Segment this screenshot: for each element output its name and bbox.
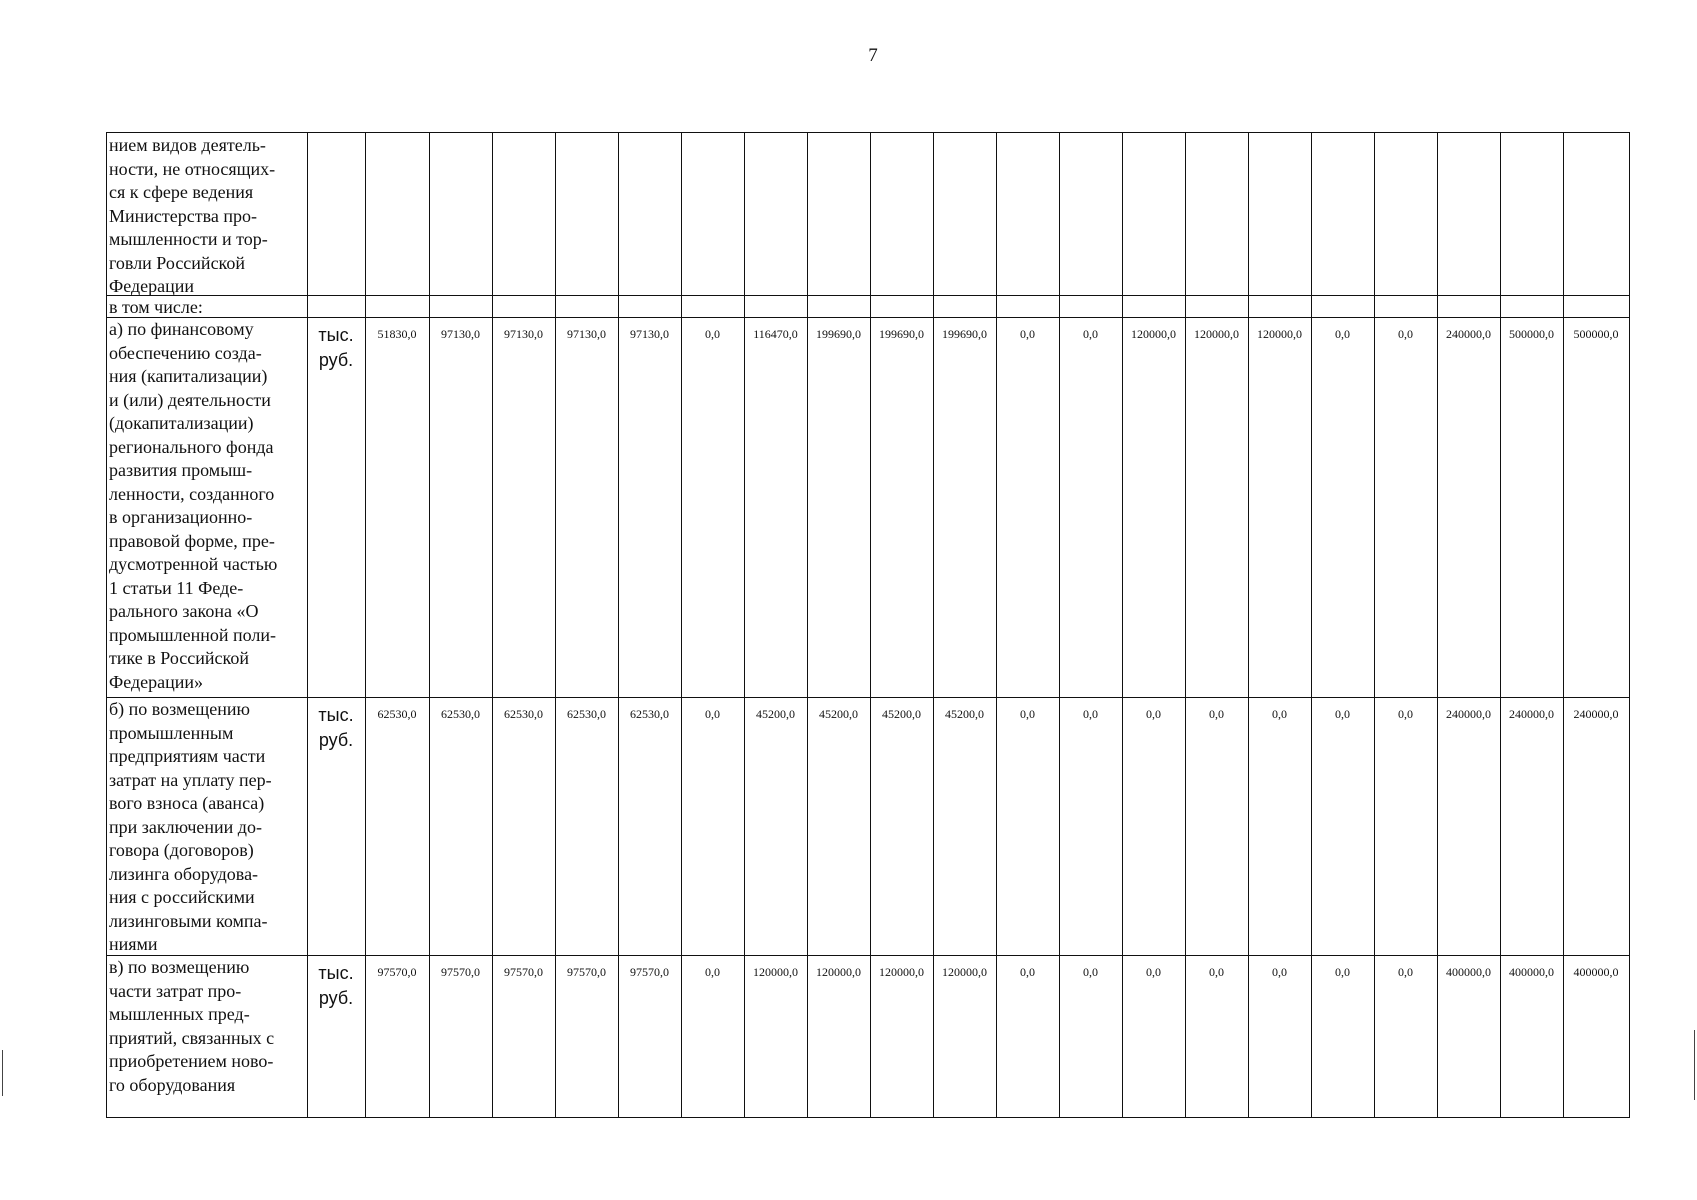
row-label-line: затрат на уплату пер- — [109, 769, 272, 790]
row-label-line: промышленной поли- — [109, 624, 277, 645]
value-cell: 120000,0 — [1131, 327, 1176, 341]
row-label-line: нием видов деятель- — [109, 135, 266, 155]
row-label-line: дусмотренной частью — [109, 554, 278, 574]
row-label-line: обеспечению созда- — [109, 342, 262, 363]
row-label-line: при заключении до- — [109, 816, 262, 837]
row-label — [109, 698, 305, 957]
value-cell: 45200,0 — [945, 707, 984, 721]
value-cell: 120000,0 — [1257, 327, 1302, 341]
row-label — [109, 956, 305, 1097]
unit-cell: тыс. руб. — [318, 705, 354, 750]
row-label-line: го оборудования — [109, 1074, 236, 1095]
row-label-line: Министерства про- — [109, 205, 257, 226]
value-cell: 0,0 — [1020, 707, 1035, 721]
row-label-line: правовой форме, пре- — [109, 530, 275, 551]
value-cell: 120000,0 — [816, 965, 861, 979]
value-cell: 62530,0 — [441, 707, 480, 721]
value-cell: 0,0 — [1398, 965, 1413, 979]
value-cell: 0,0 — [1398, 707, 1413, 721]
value-cell: 0,0 — [1083, 965, 1098, 979]
value-cell: 0,0 — [1272, 707, 1287, 721]
value-cell: 199690,0 — [879, 327, 924, 341]
row-label-line: и (или) деятельности — [109, 389, 271, 410]
row-label — [109, 134, 305, 299]
value-cell: 45200,0 — [819, 707, 858, 721]
row-label-line: лизинга оборудова- — [109, 863, 259, 884]
row-label-line: в организационно- — [109, 507, 253, 527]
row-label-line: развития промыш- — [109, 460, 253, 480]
row-label-line: говли Российской — [109, 252, 246, 273]
value-cell: 0,0 — [1146, 965, 1161, 979]
value-cell: 51830,0 — [377, 327, 417, 341]
value-cell: 120000,0 — [1194, 327, 1239, 341]
row-label-line: регионального фонда — [109, 436, 274, 457]
row-label-line: в том числе: — [109, 297, 203, 317]
value-cell: 0,0 — [1335, 965, 1350, 979]
row-divider — [107, 697, 1629, 698]
budget-table — [106, 132, 1630, 1118]
value-cell: 199690,0 — [942, 327, 987, 341]
value-cell: 240000,0 — [1509, 707, 1554, 721]
value-cell: 0,0 — [1335, 327, 1350, 341]
row-label-line: Федерации — [109, 276, 195, 296]
row-label-line: ния с российскими — [109, 887, 255, 907]
row-label-line: 1 статьи 11 Феде- — [109, 577, 244, 598]
value-cell: 0,0 — [1020, 965, 1035, 979]
value-cell: 97570,0 — [377, 965, 417, 979]
row-label-line: ности, не относящих- — [109, 158, 276, 179]
row-label-line: лизинговыми компа- — [109, 910, 268, 931]
row-label-line: Федерации» — [109, 671, 204, 692]
value-cell: 0,0 — [705, 707, 720, 721]
value-cell: 400000,0 — [1446, 965, 1491, 979]
value-cell: 45200,0 — [756, 707, 795, 721]
row-label-line: приятий, связанных с — [109, 1027, 275, 1048]
unit-cell: тыс. руб. — [318, 963, 354, 1008]
row-label-line: мышленных пред- — [109, 1004, 250, 1024]
value-cell: 97130,0 — [630, 327, 669, 341]
value-cell: 240000,0 — [1446, 707, 1491, 721]
value-cell: 62530,0 — [630, 707, 669, 721]
value-cell: 97570,0 — [567, 965, 606, 979]
value-cell: 0,0 — [1083, 327, 1098, 341]
value-cell: 62530,0 — [377, 707, 417, 721]
value-cell: 0,0 — [1209, 965, 1224, 979]
value-cell: 240000,0 — [1573, 707, 1619, 721]
row-divider — [107, 955, 1629, 956]
row-label-line: в) по возмещению — [109, 957, 250, 977]
value-cell: 120000,0 — [879, 965, 924, 979]
value-cell: 62530,0 — [504, 707, 543, 721]
value-cell: 0,0 — [705, 327, 720, 341]
value-cell: 97570,0 — [504, 965, 543, 979]
row-divider — [107, 317, 1629, 318]
value-cell: 400000,0 — [1573, 965, 1619, 979]
value-cell: 0,0 — [705, 965, 720, 979]
page-number: 7 — [868, 45, 878, 66]
row-label-line: рального закона «О — [109, 601, 259, 621]
value-cell: 500000,0 — [1573, 327, 1619, 341]
value-cell: 0,0 — [1209, 707, 1224, 721]
row-label-line: а) по финансовому — [109, 319, 254, 339]
value-cell: 0,0 — [1398, 327, 1413, 341]
value-cell: 400000,0 — [1509, 965, 1554, 979]
value-cell: 97130,0 — [504, 327, 543, 341]
unit-cell: тыс. руб. — [318, 325, 354, 370]
value-cell: 97570,0 — [441, 965, 480, 979]
row-label-line: ся к сфере ведения — [109, 182, 254, 202]
value-cell: 97130,0 — [441, 327, 480, 341]
value-cell: 97130,0 — [567, 327, 606, 341]
value-cell: 120000,0 — [942, 965, 987, 979]
value-cell: 62530,0 — [567, 707, 606, 721]
value-cell: 97570,0 — [630, 965, 669, 979]
row-label-line: ния (капитализации) — [109, 366, 268, 386]
scan-edge-mark-right — [1694, 1030, 1695, 1100]
row-label-line: вого взноса (аванса) — [109, 793, 265, 813]
row-label-line: ленности, созданного — [109, 483, 275, 504]
row-label-line: приобретением ново- — [109, 1051, 274, 1071]
value-cell: 0,0 — [1335, 707, 1350, 721]
row-label-line: тике в Российской — [109, 648, 249, 668]
row-label-line: мышленности и тор- — [109, 229, 268, 249]
value-cell: 0,0 — [1020, 327, 1035, 341]
row-label-line: предприятиям части — [109, 746, 266, 766]
value-cell: 0,0 — [1272, 965, 1287, 979]
row-label-line: промышленным — [109, 722, 234, 743]
value-cell: 500000,0 — [1509, 327, 1554, 341]
row-label — [109, 296, 305, 320]
row-label-line: части затрат про- — [109, 980, 242, 1001]
scan-edge-mark-left — [2, 1050, 3, 1096]
value-cell: 0,0 — [1083, 707, 1098, 721]
row-label-line: говора (договоров) — [109, 840, 254, 860]
value-cell: 45200,0 — [882, 707, 921, 721]
value-cell: 116470,0 — [753, 327, 798, 341]
row-label — [109, 318, 305, 694]
value-cell: 120000,0 — [753, 965, 798, 979]
value-cell: 0,0 — [1146, 707, 1161, 721]
value-cell: 199690,0 — [816, 327, 861, 341]
row-label-line: б) по возмещению — [109, 699, 250, 719]
row-label-line: ниями — [109, 934, 158, 954]
row-label-line: (докапитализации) — [109, 413, 254, 433]
row-divider — [107, 295, 1629, 296]
value-cell: 240000,0 — [1446, 327, 1491, 341]
